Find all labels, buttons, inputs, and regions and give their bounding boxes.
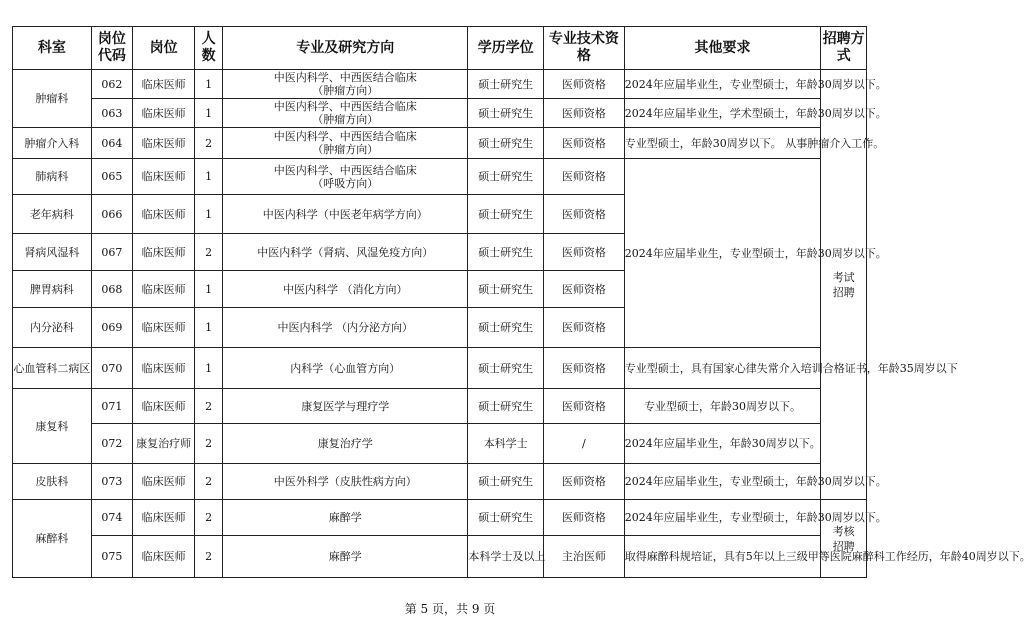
edu-cell: 本科学士	[468, 424, 544, 464]
header-cert: 专业技术资格	[543, 27, 624, 70]
table-row	[13, 348, 867, 389]
dept-cell: 肿瘤科	[13, 70, 92, 128]
post-cell: 临床医师	[133, 536, 195, 578]
other-cell: 专业型硕士，具有国家心律失常介入培训合格证书，年龄35周岁以下	[624, 348, 821, 389]
major-text: 中医内科学、中西医结合临床 （肿瘤方向）	[273, 71, 417, 97]
dept-cell: 肾病风湿科	[13, 234, 92, 271]
header-edu: 学历学位	[468, 27, 544, 70]
table-row	[13, 128, 867, 159]
num-cell: 2	[195, 500, 223, 536]
edu-cell: 硕士研究生	[468, 99, 544, 128]
cert-cell: 医师资格	[543, 464, 624, 500]
code-cell: 074	[91, 500, 132, 536]
major-cell	[223, 70, 468, 99]
dept-cell: 内分泌科	[13, 308, 92, 348]
num-cell: 2	[195, 536, 223, 578]
dept-cell: 老年病科	[13, 195, 92, 234]
code-cell: 068	[91, 271, 132, 308]
table-row	[13, 159, 867, 195]
num-cell: 2	[195, 464, 223, 500]
edu-cell: 硕士研究生	[468, 128, 544, 159]
code-cell: 062	[91, 70, 132, 99]
cert-cell: 医师资格	[543, 159, 624, 195]
header-code: 岗位代码	[91, 27, 132, 70]
major-cell: 麻醉学	[223, 536, 468, 578]
cert-cell: 医师资格	[543, 195, 624, 234]
table-row	[13, 500, 867, 536]
header-num: 人数	[195, 27, 223, 70]
table-row	[13, 536, 867, 578]
cert-cell: 主治医师	[543, 536, 624, 578]
header-other: 其他要求	[624, 27, 821, 70]
code-cell: 071	[91, 389, 132, 424]
post-cell: 临床医师	[133, 271, 195, 308]
post-cell: 临床医师	[133, 70, 195, 99]
edu-cell: 硕士研究生	[468, 234, 544, 271]
num-cell: 1	[195, 159, 223, 195]
num-cell: 1	[195, 271, 223, 308]
major-text: 中医内科学、中西医结合临床 （肿瘤方向）	[273, 100, 417, 126]
post-cell: 临床医师	[133, 464, 195, 500]
method-cell-exam	[821, 70, 867, 500]
table-row	[13, 424, 867, 464]
major-cell: 中医内科学 （内分泌方向）	[223, 308, 468, 348]
num-cell: 2	[195, 234, 223, 271]
major-cell: 内科学（心血管方向）	[223, 348, 468, 389]
cert-cell: 医师资格	[543, 271, 624, 308]
code-cell: 069	[91, 308, 132, 348]
recruitment-table	[12, 26, 1031, 578]
major-cell: 中医内科学（中医老年病学方向）	[223, 195, 468, 234]
code-cell: 067	[91, 234, 132, 271]
dept-cell: 皮肤科	[13, 464, 92, 500]
code-cell: 075	[91, 536, 132, 578]
other-cell: 取得麻醉科规培证，具有5年以上三级甲等医院麻醉科工作经历，年龄40周岁以下。	[624, 536, 821, 578]
edu-cell: 硕士研究生	[468, 195, 544, 234]
dept-cell: 肺病科	[13, 159, 92, 195]
code-cell: 064	[91, 128, 132, 159]
dept-cell: 心血管科二病区	[13, 348, 92, 389]
post-cell: 临床医师	[133, 234, 195, 271]
edu-cell: 硕士研究生	[468, 70, 544, 99]
major-text: 中医内科学、中西医结合临床 （呼吸方向）	[273, 163, 417, 190]
header-row	[13, 27, 867, 70]
code-cell: 070	[91, 348, 132, 389]
major-cell: 中医外科学（皮肤性病方向）	[223, 464, 468, 500]
table-row	[13, 464, 867, 500]
other-cell: 2024年应届毕业生，专业型硕士，年龄30周岁以下。	[624, 70, 821, 99]
major-cell: 麻醉学	[223, 500, 468, 536]
edu-cell: 硕士研究生	[468, 348, 544, 389]
num-cell: 2	[195, 389, 223, 424]
edu-cell: 硕士研究生	[468, 389, 544, 424]
edu-cell: 硕士研究生	[468, 464, 544, 500]
edu-cell: 硕士研究生	[468, 500, 544, 536]
method-text: 考试招聘	[832, 270, 855, 299]
cert-cell: 医师资格	[543, 308, 624, 348]
dept-cell: 脾胃病科	[13, 271, 92, 308]
major-cell	[223, 128, 468, 159]
num-cell: 1	[195, 99, 223, 128]
other-cell: 2024年应届毕业生，专业型硕士，年龄30周岁以下。	[624, 500, 821, 536]
other-cell-merged: 2024年应届毕业生，专业型硕士，年龄30周岁以下。	[624, 159, 821, 348]
post-cell: 临床医师	[133, 159, 195, 195]
post-cell: 临床医师	[133, 99, 195, 128]
num-cell: 2	[195, 128, 223, 159]
table-row	[13, 70, 867, 99]
cert-cell: 医师资格	[543, 500, 624, 536]
header-dept: 科室	[13, 27, 92, 70]
post-cell: 临床医师	[133, 195, 195, 234]
header-method: 招聘方式	[821, 27, 867, 70]
edu-cell: 硕士研究生	[468, 271, 544, 308]
major-cell: 康复治疗学	[223, 424, 468, 464]
cert-cell: 医师资格	[543, 348, 624, 389]
other-cell: 专业型硕士，年龄30周岁以下。 从事肿瘤介入工作。	[624, 128, 821, 159]
edu-cell: 硕士研究生	[468, 159, 544, 195]
cert-cell: 医师资格	[543, 234, 624, 271]
header-post: 岗位	[133, 27, 195, 70]
major-cell	[223, 159, 468, 195]
edu-cell: 硕士研究生	[468, 308, 544, 348]
table-row	[13, 99, 867, 128]
other-cell: 2024年应届毕业生，专业型硕士，年龄30周岁以下。	[624, 464, 821, 500]
post-cell: 临床医师	[133, 389, 195, 424]
major-cell: 康复医学与理疗学	[223, 389, 468, 424]
major-text: 中医内科学、中西医结合临床 （肿瘤方向）	[273, 130, 417, 156]
post-cell: 康复治疗师	[133, 424, 195, 464]
num-cell: 1	[195, 195, 223, 234]
major-cell: 中医内科学（肾病、风湿免疫方向）	[223, 234, 468, 271]
post-cell: 临床医师	[133, 500, 195, 536]
dept-cell: 康复科	[13, 389, 92, 464]
code-cell: 066	[91, 195, 132, 234]
cert-cell: 医师资格	[543, 70, 624, 99]
code-cell: 072	[91, 424, 132, 464]
code-cell: 063	[91, 99, 132, 128]
post-cell: 临床医师	[133, 308, 195, 348]
post-cell: 临床医师	[133, 348, 195, 389]
major-cell	[223, 99, 468, 128]
major-cell: 中医内科学 （消化方向）	[223, 271, 468, 308]
table-row	[13, 389, 867, 424]
num-cell: 1	[195, 348, 223, 389]
other-cell: 专业型硕士，年龄30周岁以下。	[624, 389, 821, 424]
code-cell: 073	[91, 464, 132, 500]
post-cell: 临床医师	[133, 128, 195, 159]
num-cell: 2	[195, 424, 223, 464]
page-footer: 第 5 页，共 9 页	[404, 602, 496, 616]
dept-cell: 麻醉科	[13, 500, 92, 578]
dept-cell: 肿瘤介入科	[13, 128, 92, 159]
header-major: 专业及研究方向	[223, 27, 468, 70]
num-cell: 1	[195, 70, 223, 99]
edu-cell: 本科学士及以上	[468, 536, 544, 578]
cert-cell: 医师资格	[543, 99, 624, 128]
other-cell: 2024年应届毕业生，学术型硕士，年龄30周岁以下。	[624, 99, 821, 128]
cert-cell: /	[543, 424, 624, 464]
method-text: 考核招聘	[832, 524, 855, 553]
num-cell: 1	[195, 308, 223, 348]
cert-cell: 医师资格	[543, 389, 624, 424]
cert-cell: 医师资格	[543, 128, 624, 159]
code-cell: 065	[91, 159, 132, 195]
other-cell: 2024年应届毕业生，年龄30周岁以下。	[624, 424, 821, 464]
